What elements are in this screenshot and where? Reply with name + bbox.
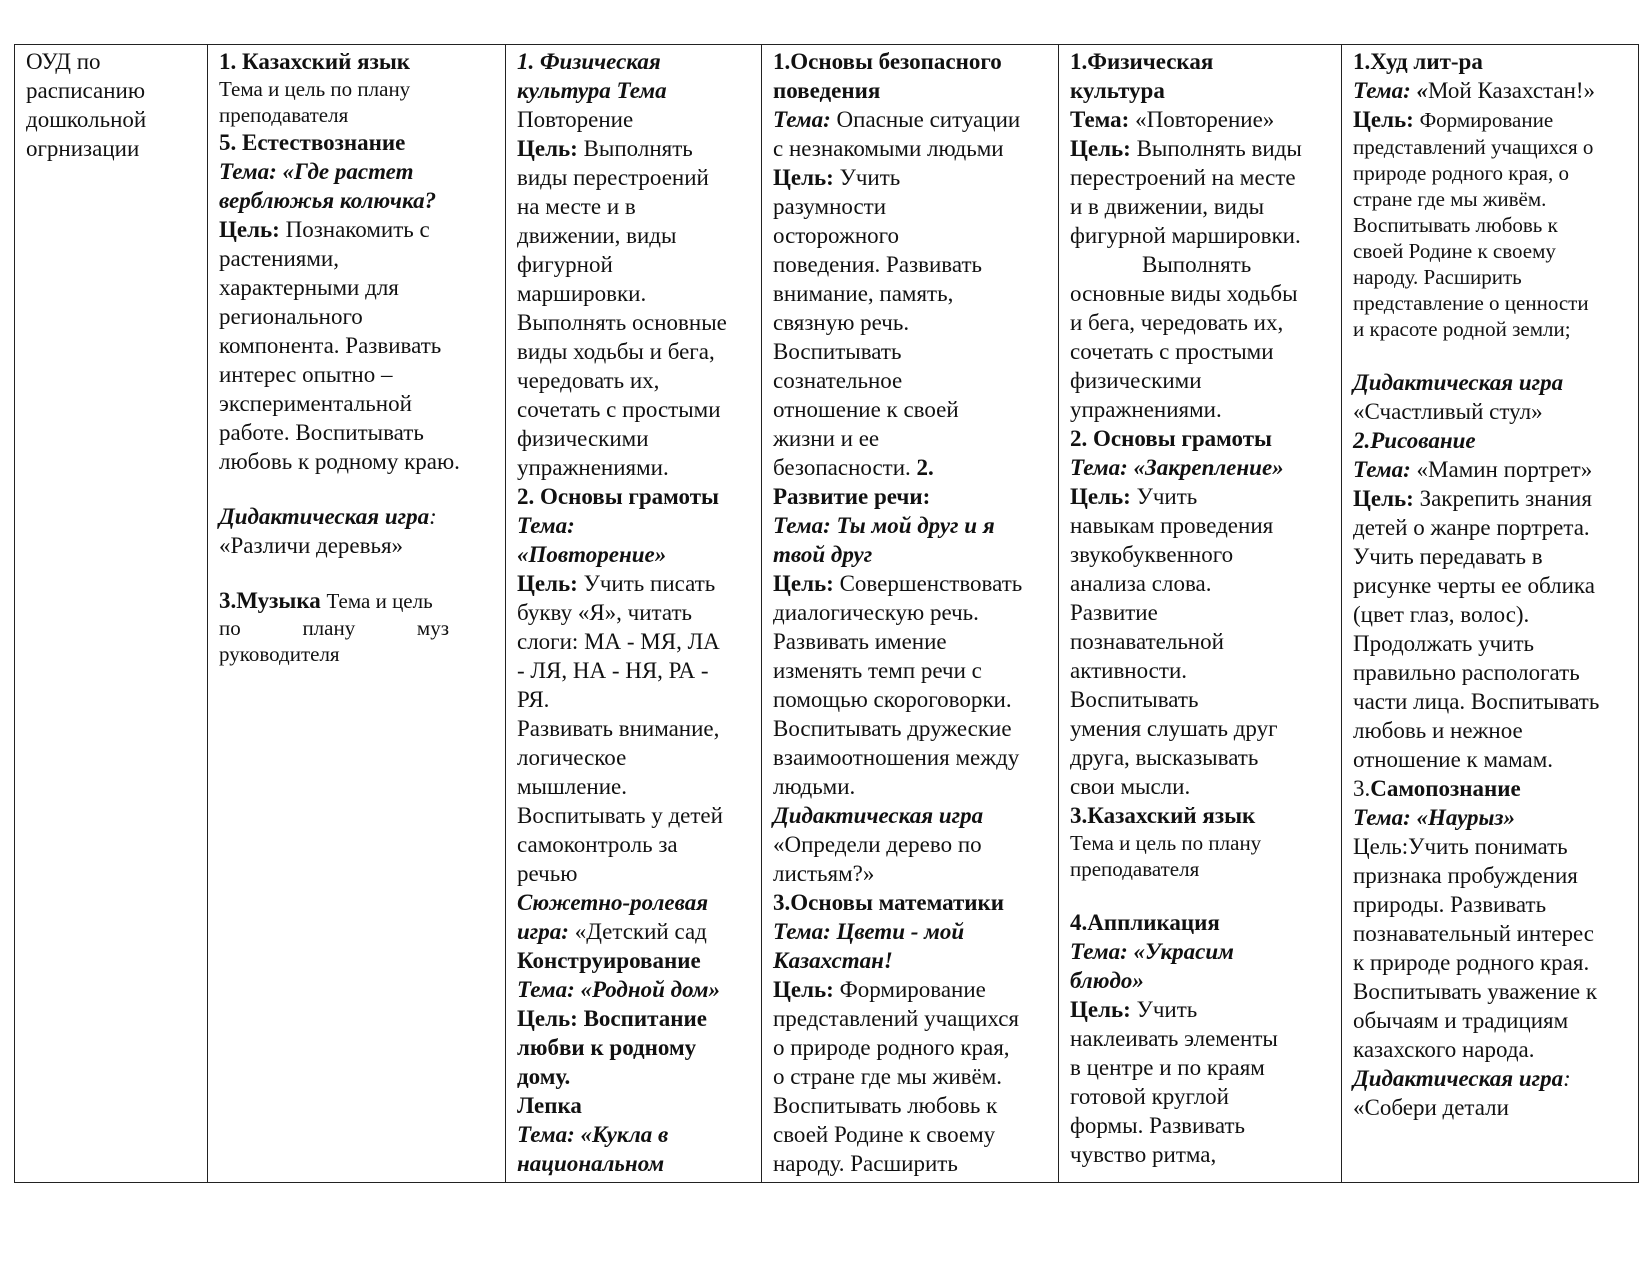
goal-label: Цель: — [517, 136, 578, 161]
goal-text: логическое — [517, 745, 627, 770]
subject-theme: «Повторение» — [517, 542, 667, 567]
goal-text: представлений учащихся о — [1353, 135, 1594, 159]
goal-text: фигурной — [517, 252, 613, 277]
game-label: Дидактическая игра — [1353, 370, 1564, 395]
goal-text: природы. Развивать — [1353, 892, 1547, 917]
goal-text: осторожного — [773, 223, 900, 248]
goal-text: Воспитывать любовь к — [773, 1093, 998, 1118]
subject-title: 1.Худ лит-ра — [1353, 49, 1483, 74]
schedule-table — [14, 44, 1639, 1183]
goal-text: готовой круглой — [1070, 1084, 1229, 1109]
subject-desc: муз — [416, 616, 449, 640]
subject-theme: Тема: «Родной дом» — [517, 977, 720, 1002]
goal-text: Учить — [839, 165, 901, 190]
table-row — [15, 45, 1639, 1183]
goal-text: физическими — [517, 426, 649, 451]
goal-label: Цель: — [773, 165, 834, 190]
goal-text: компонента. Развивать — [219, 333, 442, 358]
goal-text: наклеивать элементы — [1070, 1026, 1278, 1051]
goal-text: части лица. Воспитывать — [1353, 689, 1600, 714]
goal-text: упражнениями. — [517, 455, 669, 480]
subject-title: культура Тема — [517, 78, 667, 103]
subject-theme: «Мамин портрет» — [1416, 457, 1593, 482]
goal-text: Формирование — [839, 977, 986, 1002]
row-header-line: расписанию — [26, 78, 146, 103]
subject-title: Лепка — [517, 1093, 582, 1118]
goal-text: формы. Развивать — [1070, 1113, 1246, 1138]
goal-text: Учить — [1136, 997, 1198, 1022]
goal-label: Цель: — [1353, 107, 1414, 132]
goal-text: чередовать их, — [517, 368, 660, 393]
goal-text: к природе родного края. — [1353, 950, 1590, 975]
game-label: Дидактическая игра — [219, 504, 430, 529]
goal-text: навыкам проведения — [1070, 513, 1274, 538]
subject-desc: Тема и цель по плану — [1070, 831, 1262, 855]
subject-title: 3.Основы математики — [773, 890, 1005, 915]
goal-label: Цель: — [1070, 997, 1131, 1022]
goal-text: представление о ценности — [1353, 291, 1589, 315]
goal-text: взаимоотношения между — [773, 745, 1020, 770]
subject-theme: «Повторение» — [1135, 107, 1275, 132]
game-label: Сюжетно-ролевая — [517, 890, 709, 915]
goal-text: свои мысли. — [1070, 774, 1191, 799]
subject-theme: Тема: «Закрепление» — [1070, 455, 1284, 480]
goal-text: основные виды ходьбы — [1070, 281, 1298, 306]
goal-text: - ЛЯ, НА - НЯ, РА - — [517, 658, 709, 683]
goal-text: маршировки. — [517, 281, 647, 306]
goal-text: связную речь. — [773, 310, 910, 335]
game-label: игра: — [517, 919, 569, 944]
game-name: «Детский сад — [574, 919, 707, 944]
goal-label: Цель: — [517, 571, 578, 596]
goal-text: сочетать с простыми — [517, 397, 721, 422]
day-cell-4 — [1059, 45, 1342, 1183]
game-name: «Различи деревья» — [219, 533, 404, 558]
subject-theme: Тема: «Кукла в — [517, 1122, 669, 1147]
goal-text: умения слушать друг — [1070, 716, 1278, 741]
goal-text: обычаям и традициям — [1353, 1008, 1569, 1033]
day-cell-2 — [506, 45, 762, 1183]
goal-text: в центре и по краям — [1070, 1055, 1265, 1080]
goal-text: людьми. — [773, 774, 856, 799]
goal-text: народу. Расширить — [773, 1151, 958, 1176]
goal-text: казахского народа. — [1353, 1037, 1535, 1062]
row-header-line: ОУД по — [26, 49, 101, 74]
theme-label: Тема: « — [1353, 78, 1429, 103]
subject-title: Самопознание — [1370, 776, 1521, 801]
subject-desc: преподавателя — [219, 103, 349, 127]
subject-theme: Тема: «Наурыз» — [1353, 805, 1515, 830]
subject-desc: руководителя — [219, 642, 340, 666]
goal-text: познавательной — [1070, 629, 1224, 654]
goal-text: на месте и в — [517, 194, 636, 219]
goal-text: букву «Я», читать — [517, 600, 693, 625]
subject-desc: преподавателя — [1070, 857, 1200, 881]
goal-text: Выполнять виды — [1136, 136, 1302, 161]
row-header-line: огрнизации — [26, 136, 140, 161]
subject-theme: Опасные ситуации — [836, 107, 1021, 132]
game-colon: : — [1563, 1066, 1571, 1091]
subject-theme: верблюжья колючка? — [219, 188, 437, 213]
goal-text: интерес опытно – — [219, 362, 393, 387]
subject-title: 1.Основы безопасного — [773, 49, 1002, 74]
goal-text: познавательный интерес — [1353, 921, 1594, 946]
subject-title: поведения — [773, 78, 881, 103]
subject-theme: Тема: «Где растет — [219, 159, 414, 184]
goal-text: Воспитывать уважение к — [1353, 979, 1598, 1004]
goal-text: Воспитывать у детей — [517, 803, 723, 828]
goal-label: Цель: — [1070, 484, 1131, 509]
theme-label: Тема: — [773, 107, 831, 132]
goal-label: Цель: — [1070, 136, 1131, 161]
goal-text: Продолжать учить — [1353, 631, 1535, 656]
subject-title: 2.Рисование — [1353, 428, 1476, 453]
game-name: «Определи дерево по — [773, 832, 982, 857]
subject-desc: Тема и цель по плану — [219, 77, 411, 101]
goal-text: Формирование — [1419, 108, 1554, 132]
goal-text: Познакомить с — [285, 217, 430, 242]
goal-text: Совершенствовать — [839, 571, 1023, 596]
goal-label: Цель: — [1353, 486, 1414, 511]
goal-text: виды ходьбы и бега, — [517, 339, 715, 364]
goal-text: стране где мы живём. — [1353, 187, 1547, 211]
goal-text: разумности — [773, 194, 887, 219]
theme-label: Тема: — [1070, 107, 1130, 132]
goal-text: Выполнять основные — [517, 310, 727, 335]
subject-title: 4.Аппликация — [1070, 910, 1220, 935]
goal-text: правильно распологать — [1353, 660, 1580, 685]
goal-text: (цвет глаз, волос). — [1353, 602, 1530, 627]
game-name: листьям?» — [773, 861, 875, 886]
goal-text: фигурной маршировки. — [1070, 223, 1301, 248]
goal-text: перестроений на месте — [1070, 165, 1296, 190]
game-label: Дидактическая игра — [773, 803, 984, 828]
goal-text: Учить писать — [583, 571, 716, 596]
subject-theme: с незнакомыми людьми — [773, 136, 1004, 161]
subject-title: 3.Музыка — [219, 588, 321, 613]
goal-text: Учить передавать в — [1353, 544, 1543, 569]
goal-text: дому. — [517, 1064, 571, 1089]
goal-text: Развитие — [1070, 600, 1158, 625]
day-cell-5 — [1342, 45, 1639, 1183]
subject-desc: по — [219, 616, 241, 640]
goal-text: работе. Воспитывать — [219, 420, 424, 445]
goal-text: самоконтроль за — [517, 832, 678, 857]
goal-text: анализа слова. — [1070, 571, 1212, 596]
subject-theme: Тема: Цвети - мой — [773, 919, 965, 944]
goal-text: звукобуквенного — [1070, 542, 1234, 567]
subject-theme: блюдо» — [1070, 968, 1144, 993]
goal-text: Воспитание — [583, 1006, 707, 1031]
subject-title: культура — [1070, 78, 1165, 103]
game-colon: : — [429, 504, 437, 529]
goal-text: речью — [517, 861, 578, 886]
subject-theme: Повторение — [517, 107, 634, 132]
goal-text: Воспитывать — [1070, 687, 1199, 712]
subject-title: 5. Естествознание — [219, 130, 406, 155]
subject-title: Конструирование — [517, 948, 701, 973]
goal-text: экспериментальной — [219, 391, 412, 416]
goal-text: своей Родине к своему — [773, 1122, 996, 1147]
subject-theme: национальном — [517, 1151, 665, 1176]
subject-theme: Казахстан! — [773, 948, 893, 973]
goal-text: внимание, память, — [773, 281, 954, 306]
goal-text: Закрепить знания — [1419, 486, 1592, 511]
subject-number: 3. — [1353, 776, 1371, 801]
subject-theme: Тема: — [517, 513, 575, 538]
goal-text: любовь и нежное — [1353, 718, 1523, 743]
goal-text: Воспитывать — [773, 339, 902, 364]
theme-label: Тема: — [1353, 457, 1411, 482]
goal-text: природе родного края, о — [1353, 161, 1569, 185]
game-label: Дидактическая игра — [1353, 1066, 1564, 1091]
subject-title: 1. Казахский язык — [219, 49, 411, 74]
subject-theme: твой друг — [773, 542, 873, 567]
subject-desc: Тема и цель — [326, 589, 433, 613]
goal-text: Выполнять — [583, 136, 693, 161]
goal-text: упражнениями. — [1070, 397, 1222, 422]
goal-text: мышление. — [517, 774, 627, 799]
goal-text: чувство ритма, — [1070, 1142, 1217, 1167]
goal-text: представлений учащихся — [773, 1006, 1020, 1031]
day-cell-3 — [762, 45, 1059, 1183]
goal-text: РЯ. — [517, 687, 550, 712]
goal-text: диалогическую речь. — [773, 600, 979, 625]
goal-label: Цель: — [773, 977, 834, 1002]
goal-text: любви к родному — [517, 1035, 697, 1060]
game-name: «Счастливый стул» — [1353, 399, 1543, 424]
row-header-cell — [15, 45, 208, 1183]
goal-text: Выполнять — [1142, 252, 1252, 277]
goal-text: и в движении, виды — [1070, 194, 1265, 219]
goal-text: рисунке черты ее облика — [1353, 573, 1595, 598]
goal-text: поведения. Развивать — [773, 252, 983, 277]
goal-label: Цель: — [517, 1006, 578, 1031]
goal-text: движении, виды — [517, 223, 677, 248]
goal-text: растениями, — [219, 246, 339, 271]
goal-text: сочетать с простыми — [1070, 339, 1274, 364]
goal-text: характерными для — [219, 275, 399, 300]
subject-title: 3.Казахский язык — [1070, 803, 1256, 828]
goal-text: безопасности. — [773, 455, 911, 480]
subject-desc: плану — [302, 616, 356, 640]
goal-text: жизни и ее — [773, 426, 880, 451]
goal-text: отношение к своей — [773, 397, 959, 422]
subject-theme: Тема: «Украсим — [1070, 939, 1234, 964]
goal-text: своей Родине к своему — [1353, 239, 1556, 263]
goal-text: детей о жанре портрета. — [1353, 515, 1590, 540]
goal-text: о природе родного края, — [773, 1035, 1010, 1060]
subject-title: 1. Физическая — [517, 49, 661, 74]
goal-text: слоги: МА - МЯ, ЛА — [517, 629, 720, 654]
goal-text: помощью скороговорки. — [773, 687, 1012, 712]
goal-text: Учить — [1136, 484, 1198, 509]
goal-text: сознательное — [773, 368, 903, 393]
row-header-line: дошкольной — [26, 107, 147, 132]
goal-text: Развивать имение — [773, 629, 947, 654]
day-cell-1 — [208, 45, 506, 1183]
goal-text: народу. Расширить — [1353, 265, 1522, 289]
goal-text: Воспитывать любовь к — [1353, 213, 1558, 237]
goal-text: Развивать внимание, — [517, 716, 720, 741]
goal-label: Цель: — [219, 217, 280, 242]
subject-theme: Тема: Ты мой друг и я — [773, 513, 995, 538]
goal-label: Цель: — [773, 571, 834, 596]
goal-text: Воспитывать дружеские — [773, 716, 1012, 741]
goal-text: активности. — [1070, 658, 1187, 683]
goal-text: физическими — [1070, 368, 1202, 393]
subject-title: 1.Физическая — [1070, 49, 1214, 74]
goal-text: и бега, чередовать их, — [1070, 310, 1284, 335]
subject-title: 2. Основы грамоты — [1070, 426, 1272, 451]
goal-text: Цель:Учить понимать — [1353, 834, 1568, 859]
game-name: «Собери детали — [1353, 1095, 1509, 1120]
goal-text: признака пробуждения — [1353, 863, 1578, 888]
goal-text: и красоте родной земли; — [1353, 317, 1571, 341]
subject-theme: Мой Казахстан!» — [1428, 78, 1596, 103]
subject-title: Развитие речи: — [773, 484, 931, 509]
goal-text: изменять темп речи с — [773, 658, 982, 683]
goal-text: виды перестроений — [517, 165, 709, 190]
goal-text: любовь к родному краю. — [219, 449, 460, 474]
subject-number: 2. — [916, 455, 934, 480]
goal-text: регионального — [219, 304, 363, 329]
subject-title: 2. Основы грамоты — [517, 484, 719, 509]
goal-text: отношение к мамам. — [1353, 747, 1553, 772]
goal-text: друга, высказывать — [1070, 745, 1259, 770]
goal-text: о стране где мы живём. — [773, 1064, 1003, 1089]
